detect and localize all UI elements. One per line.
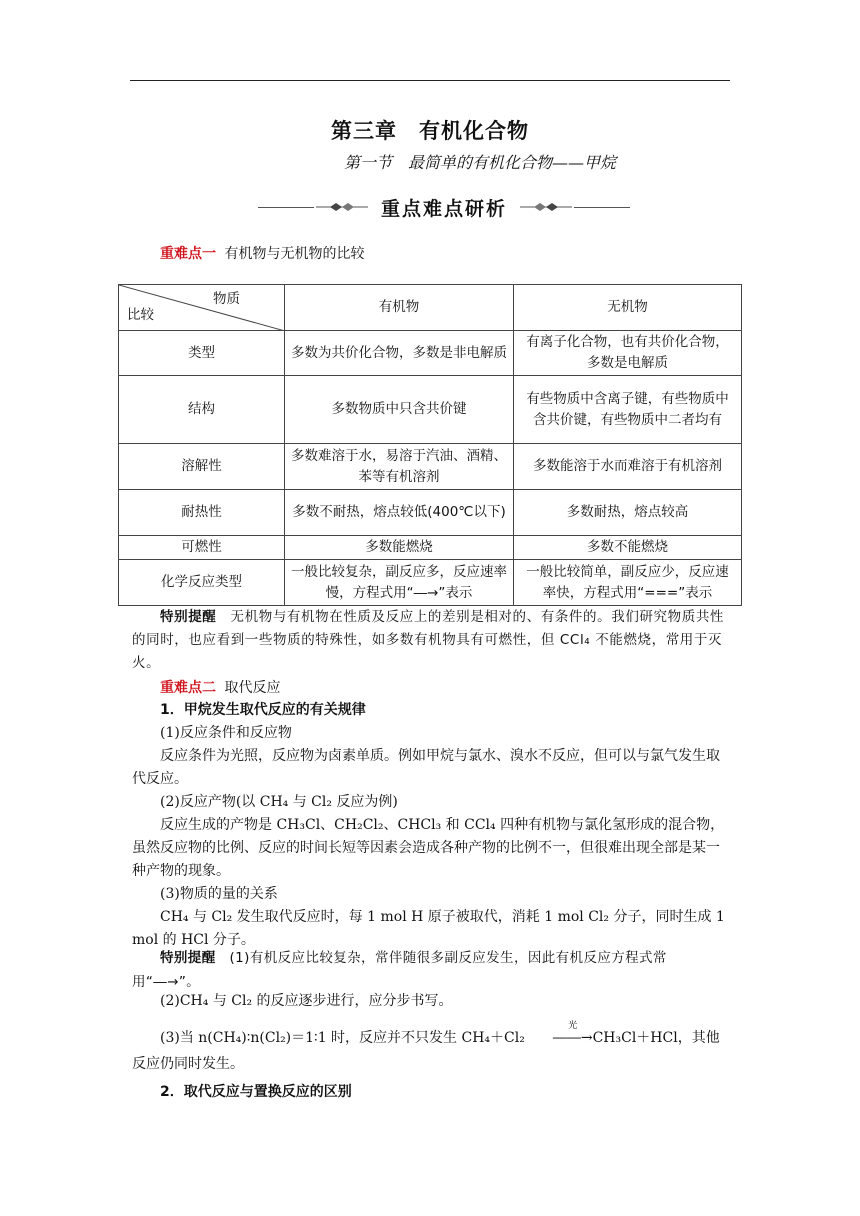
table-row (119, 560, 742, 606)
reaction-arrow (525, 1021, 593, 1051)
tip-3-post: CH₃Cl＋HCl，其他反应仍同时发生。 (132, 1030, 720, 1072)
arrow-glyph: ――→ (552, 1030, 593, 1046)
corner-top-label: 物质 (213, 291, 240, 307)
corner-bottom-label: 比较 (127, 307, 154, 323)
tip-text: 无机物与有机物在性质及反应上的差别是相对的、有条件的。我们研究物质共性的同时，也应看到一些物质的特殊性，如多数有机物具有可燃性，但 CCl₄ 不能燃烧，常用于灭火。 (132, 609, 725, 671)
tip-2-line-2: (2)CH₄ 与 Cl₂ 的反应逐步进行，应分步书写。 (160, 993, 453, 1009)
organic-cell: 多数难溶于水，易溶于汽油、酒精、苯等有机溶剂 (285, 444, 514, 490)
organic-cell: 多数为共价化合物，多数是非电解质 (285, 331, 514, 376)
key-point-1-heading (160, 243, 364, 263)
ornament-icon (316, 201, 368, 213)
row-label: 耐热性 (119, 490, 285, 536)
table-row (119, 490, 742, 536)
row-label: 类型 (119, 331, 285, 376)
organic-cell: 多数能燃烧 (285, 536, 514, 560)
inorganic-cell: 多数能溶于水而难溶于有机溶剂 (514, 444, 742, 490)
inorganic-cell: 有些物质中含离子键，有些物质中含共价键，有些物质中二者均有 (514, 376, 742, 444)
organic-cell: 多数物质中只含共价键 (285, 376, 514, 444)
row-label: 化学反应类型 (119, 560, 285, 606)
item-3-text: CH₄ 与 Cl₂ 发生取代反应时，每 1 mol H 原子被取代，消耗 1 mol Cl₂ 分子，同时生成 1 mol 的 HCl 分子。 (132, 909, 725, 948)
organic-cell: 一般比较复杂，副反应多，反应速率慢，方程式用“―→”表示 (285, 560, 514, 606)
table-row (119, 376, 742, 444)
inorganic-cell: 一般比较简单，副反应少，反应速率快，方程式用“===”表示 (514, 560, 742, 606)
tip-2-line-1 (132, 946, 732, 994)
tip-text: (1)有机反应比较复杂，常伴随很多副反应发生，因此有机反应方程式常用“―→”。 (132, 950, 667, 990)
table-row (119, 444, 742, 490)
tip-1 (132, 606, 732, 675)
subheading-1: 1．甲烷发生取代反应的有关规律 (160, 702, 366, 718)
banner-rule-left (258, 207, 314, 208)
ornament-icon (520, 201, 572, 213)
key-point-2-heading (160, 677, 280, 697)
arrow-condition-label: 光 (568, 1021, 578, 1031)
item-2-heading: (2)反应产物(以 CH₄ 与 Cl₂ 反应为例) (160, 794, 398, 810)
item-3-heading: (3)物质的量的关系 (160, 886, 278, 902)
banner-rule-right (574, 207, 630, 208)
column-header-organic: 有机物 (285, 285, 514, 331)
tip-3-pre: (3)当 n(CH₄)∶n(Cl₂)＝1∶1 时，反应并不只发生 CH₄＋Cl₂ (160, 1030, 525, 1046)
key-point-title: 取代反应 (224, 680, 281, 696)
tip-2-line-3 (132, 1021, 732, 1077)
section-title: 第一节 最简单的有机化合物——甲烷 (343, 153, 616, 172)
inorganic-cell: 有离子化合物，也有共价化合物，多数是电解质 (514, 331, 742, 376)
organic-cell: 多数不耐热，熔点较低(400℃以下) (285, 490, 514, 536)
table-row (119, 331, 742, 376)
column-header-inorganic: 无机物 (514, 285, 742, 331)
key-point-label: 重难点二 (160, 680, 216, 696)
key-point-title: 有机物与无机物的比较 (224, 246, 365, 262)
table-header-row (119, 285, 742, 331)
item-1-text: 反应条件为光照，反应物为卤素单质。例如甲烷与氯水、溴水不反应，但可以与氯气发生取代反应。 (132, 748, 720, 787)
corner-cell (119, 285, 285, 331)
inorganic-cell: 多数耐热，熔点较高 (514, 490, 742, 536)
inorganic-cell: 多数不能燃烧 (514, 536, 742, 560)
item-1-heading: (1)反应条件和反应物 (160, 725, 292, 741)
banner-text: 重点难点研析 (380, 198, 507, 220)
table-row (119, 536, 742, 560)
row-label: 结构 (119, 376, 285, 444)
chapter-title: 第三章 有机化合物 (331, 118, 529, 143)
row-label: 可燃性 (119, 536, 285, 560)
section-banner (258, 194, 630, 220)
key-point-label: 重难点一 (160, 246, 216, 262)
tip-label: 特别提醒 (160, 609, 217, 625)
row-label: 溶解性 (119, 444, 285, 490)
item-2-text: 反应生成的产物是 CH₃Cl、CH₂Cl₂、CHCl₃ 和 CCl₄ 四种有机物与氯化氢形成的混合物，虽然反应物的比例、反应的时间长短等因素会造成各种产物的比例不一，但很难出现全部是某一种产物的现象。 (132, 817, 725, 879)
header-rule (130, 80, 730, 81)
tip-label: 特别提醒 (160, 950, 216, 966)
subheading-2: 2．取代反应与置换反应的区别 (160, 1084, 352, 1100)
comparison-table (118, 284, 742, 606)
